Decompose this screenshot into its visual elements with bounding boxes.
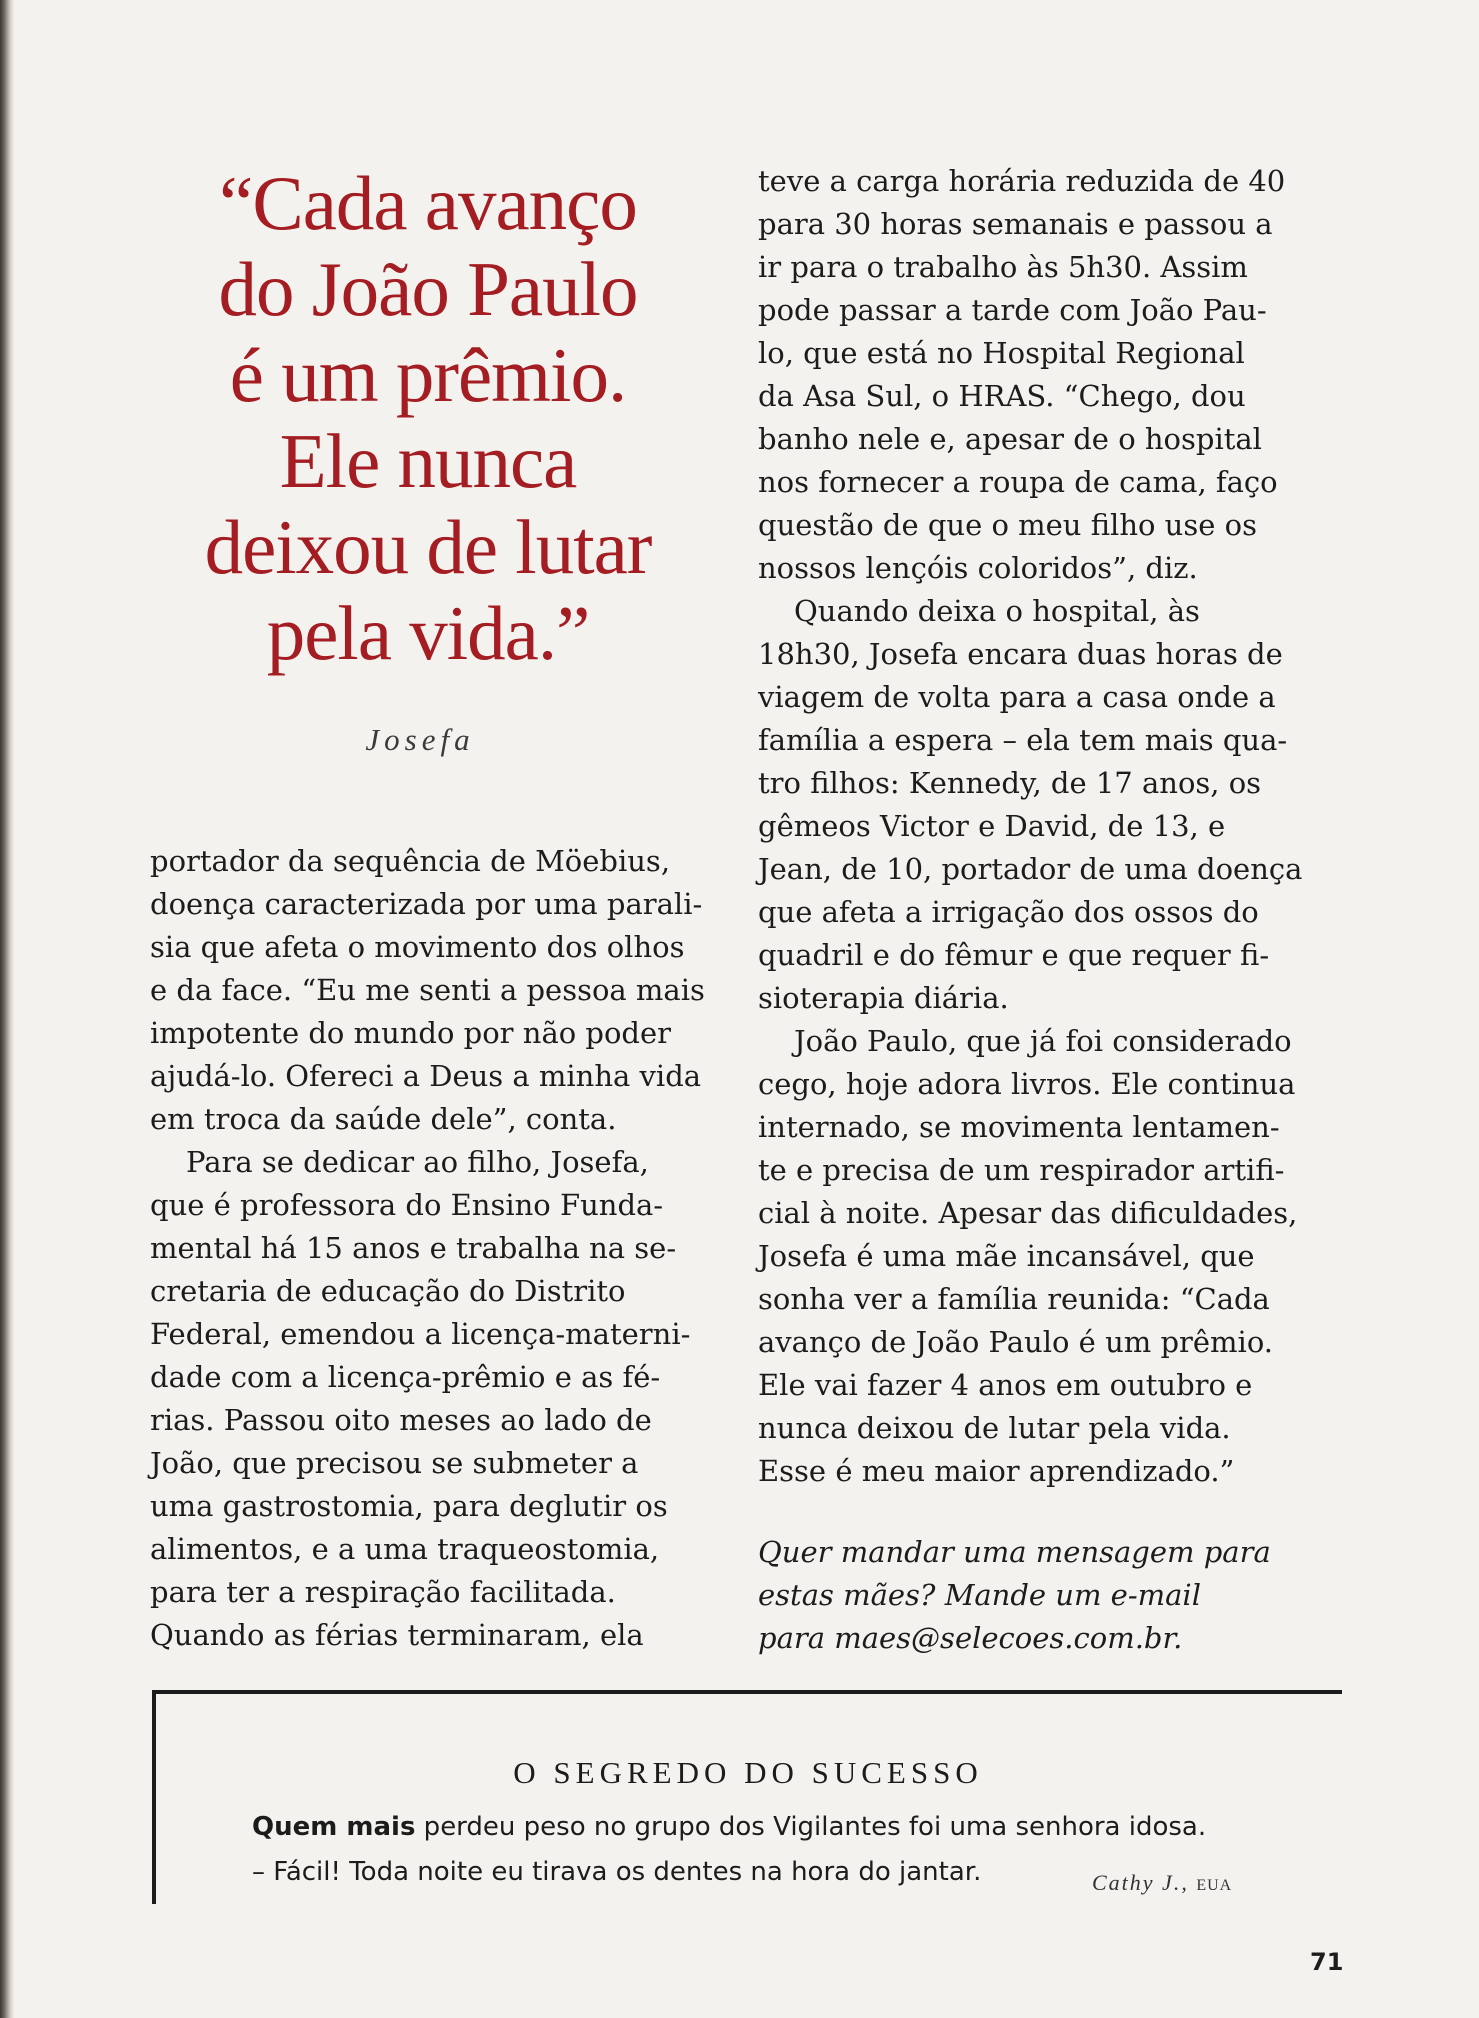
page-number: 71: [1310, 1948, 1344, 1976]
joke-credit: [1092, 1870, 1232, 1896]
text-line: ir para o trabalho às 5h30. Assim: [758, 250, 1248, 284]
page-binding-edge: [0, 0, 14, 2018]
text-line: doença caracterizada por uma parali-: [150, 887, 703, 921]
text-line: uma gastrostomia, para deglutir os: [150, 1489, 668, 1523]
pull-quote-author: Josefa: [365, 722, 475, 757]
text-line: rias. Passou oito meses ao lado de: [150, 1403, 652, 1437]
pull-quote-line: deixou de lutar: [204, 504, 652, 590]
article-column-right: [758, 160, 1348, 1660]
text-line: sonha ver a família reunida: “Cada: [758, 1282, 1270, 1316]
pull-quote-line: Ele nunca: [279, 418, 577, 504]
contact-invite-line: estas mães? Mande um e-mail: [758, 1578, 1201, 1612]
contact-invite-line: para maes@selecoes.com.br.: [758, 1621, 1183, 1655]
text-line: João Paulo, que já foi considerado: [794, 1024, 1292, 1058]
text-line: te e precisa de um respirador artifi-: [758, 1153, 1285, 1187]
joke-line-2: – Fácil! Toda noite eu tirava os dentes na hora do jantar.: [252, 1857, 982, 1887]
text-line: portador da sequência de Möebius,: [150, 844, 671, 878]
text-line: impotente do mundo por não poder: [150, 1016, 672, 1050]
joke-bold-lead: Quem mais: [252, 1812, 416, 1842]
credit-name: Cathy J.,: [1092, 1870, 1189, 1895]
text-line: nunca deixou de lutar pela vida.: [758, 1411, 1231, 1445]
text-line: sia que afeta o movimento dos olhos: [150, 930, 685, 964]
text-line: cego, hoje adora livros. Ele continua: [758, 1067, 1296, 1101]
joke-line-1: [252, 1805, 1352, 1850]
text-line: da Asa Sul, o HRAS. “Chego, dou: [758, 379, 1246, 413]
paragraph-gap: [758, 1493, 1348, 1531]
text-line: Jean, de 10, portador de uma doença: [758, 852, 1303, 886]
pull-quote-line: é um prêmio.: [229, 332, 627, 418]
article-column-left: [150, 840, 730, 1657]
text-line: João, que precisou se submeter a: [150, 1446, 639, 1480]
sidebar-box-top-rule: [152, 1690, 1342, 1694]
text-line: sioterapia diária.: [758, 981, 1009, 1015]
contact-invite-line: Quer mandar uma mensagem para: [758, 1535, 1271, 1569]
text-line: para ter a respiração facilitada.: [150, 1575, 616, 1609]
text-line: Esse é meu maior aprendizado.”: [758, 1454, 1235, 1488]
text-line: pode passar a tarde com João Pau-: [758, 293, 1267, 327]
text-line: banho nele e, apesar de o hospital: [758, 422, 1262, 456]
text-line: tro filhos: Kennedy, de 17 anos, os: [758, 766, 1262, 800]
text-line: Quando as férias terminaram, ela: [150, 1618, 644, 1652]
text-line: teve a carga horária reduzida de 40: [758, 164, 1286, 198]
text-line: Josefa é uma mãe incansável, que: [758, 1239, 1255, 1273]
text-line: gêmeos Victor e David, de 13, e: [758, 809, 1226, 843]
sidebar-box-title: O SEGREDO DO SUCESSO: [513, 1755, 983, 1790]
text-line: internado, se movimenta lentamen-: [758, 1110, 1280, 1144]
text-line: alimentos, e a uma traqueostomia,: [150, 1532, 660, 1566]
text-line: família a espera – ela tem mais qua-: [758, 723, 1288, 757]
text-line: que é professora do Ensino Funda-: [150, 1188, 664, 1222]
text-line: lo, que está no Hospital Regional: [758, 336, 1245, 370]
text-line: nos fornecer a roupa de cama, faço: [758, 465, 1278, 499]
text-line: questão de que o meu filho use os: [758, 508, 1257, 542]
text-line: Ele vai fazer 4 anos em outubro e: [758, 1368, 1253, 1402]
pull-quote: [168, 160, 688, 676]
text-line: cretaria de educação do Distrito: [150, 1274, 626, 1308]
text-line: mental há 15 anos e trabalha na se-: [150, 1231, 677, 1265]
joke-line-1-rest: perdeu peso no grupo dos Vigilantes foi uma senhora idosa.: [415, 1812, 1207, 1842]
text-line: dade com a licença-prêmio e as fé-: [150, 1360, 661, 1394]
pull-quote-line: “Cada avanço: [219, 160, 637, 246]
text-line: Federal, emendou a licença-materni-: [150, 1317, 691, 1351]
text-line: nossos lençóis coloridos”, diz.: [758, 551, 1198, 585]
text-line: ajudá-lo. Ofereci a Deus a minha vida: [150, 1059, 702, 1093]
credit-country: EUA: [1196, 1877, 1233, 1894]
text-line: em troca da saúde dele”, conta.: [150, 1102, 617, 1136]
text-line: viagem de volta para a casa onde a: [758, 680, 1276, 714]
text-line: quadril e do fêmur e que requer fi-: [758, 938, 1270, 972]
text-line: Quando deixa o hospital, às: [794, 594, 1200, 628]
text-line: Para se dedicar ao filho, Josefa,: [186, 1145, 649, 1179]
text-line: que afeta a irrigação dos ossos do: [758, 895, 1259, 929]
pull-quote-line: pela vida.”: [266, 590, 590, 676]
pull-quote-line: do João Paulo: [218, 246, 638, 332]
text-line: cial à noite. Apesar das dificuldades,: [758, 1196, 1298, 1230]
text-line: e da face. “Eu me senti a pessoa mais: [150, 973, 705, 1007]
text-line: avanço de João Paulo é um prêmio.: [758, 1325, 1273, 1359]
sidebar-box-left-rule: [152, 1690, 156, 1904]
text-line: 18h30, Josefa encara duas horas de: [758, 637, 1283, 671]
text-line: para 30 horas semanais e passou a: [758, 207, 1273, 241]
